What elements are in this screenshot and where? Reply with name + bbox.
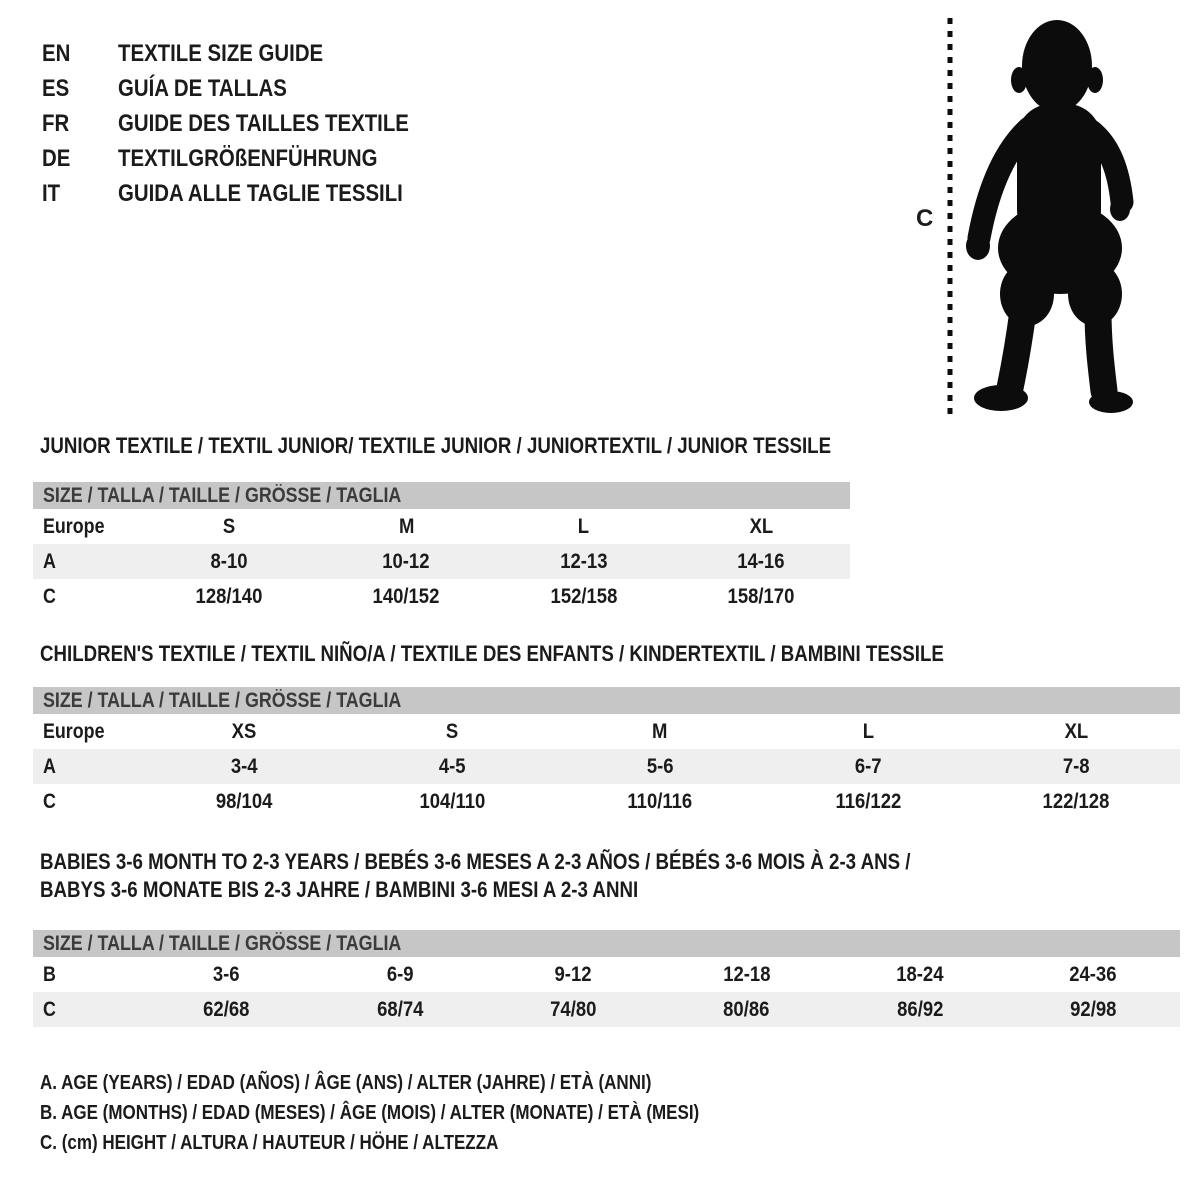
size-cell: L <box>862 719 874 743</box>
language-code: IT <box>42 179 61 207</box>
size-cell: XL <box>1064 719 1088 743</box>
language-row-de <box>42 141 460 176</box>
table-row-height <box>33 992 1180 1027</box>
age-cell: 12-18 <box>723 962 771 986</box>
table-row-age-months <box>33 957 1180 992</box>
height-cell: 104/110 <box>419 789 485 813</box>
age-cell: 5-6 <box>646 754 674 778</box>
language-title-list <box>42 36 460 211</box>
height-cell: 140/152 <box>372 584 440 608</box>
age-cell: 10-12 <box>382 549 430 573</box>
height-cell: 74/80 <box>550 997 597 1021</box>
height-cell: 122/128 <box>1042 789 1110 813</box>
row-label: Europe <box>43 719 105 743</box>
size-header-bar: SIZE / TALLA / TAILLE / GRÖSSE / TAGLIA <box>33 687 1180 714</box>
row-label: A <box>43 549 56 573</box>
height-measure-figure <box>900 0 1200 430</box>
age-cell: 6-9 <box>386 962 414 986</box>
language-title: GUÍA DE TALLAS <box>118 74 287 102</box>
footnote-c: C. (cm) HEIGHT / ALTURA / HAUTEUR / HÖHE / ALTEZZA <box>40 1132 499 1154</box>
row-label: A <box>43 754 56 778</box>
language-title: TEXTILE SIZE GUIDE <box>118 39 324 67</box>
height-cell: 92/98 <box>1070 997 1117 1021</box>
row-label: Europe <box>43 514 105 538</box>
table-row-age <box>33 749 1180 784</box>
table-row-height <box>33 579 850 614</box>
section-title: CHILDREN'S TEXTILE / TEXTIL NIÑO/A / TEXTILE DES ENFANTS / KINDERTEXTIL / BAMBINI TESSILE <box>40 641 944 666</box>
language-title: GUIDA ALLE TAGLIE TESSILI <box>118 179 403 207</box>
height-cell: 86/92 <box>896 997 944 1021</box>
language-code: EN <box>42 39 71 67</box>
footnote-b: B. AGE (MONTHS) / EDAD (MESES) / ÂGE (MOIS) / ALTER (MONATE) / ETÀ (MESI) <box>40 1102 700 1124</box>
size-cell: M <box>652 719 668 743</box>
row-label: C <box>43 997 56 1021</box>
section-title-line2: BABYS 3-6 MONATE BIS 2-3 JAHRE / BAMBINI 3-6 MESI A 2-3 ANNI <box>40 877 639 902</box>
size-cell: S <box>445 719 459 743</box>
language-row-es <box>42 71 460 106</box>
row-label: B <box>43 962 56 986</box>
row-label: C <box>43 584 56 608</box>
age-cell: 9-12 <box>554 962 592 986</box>
size-header-bar: SIZE / TALLA / TAILLE / GRÖSSE / TAGLIA <box>33 930 1180 957</box>
height-cell: 158/170 <box>727 584 795 608</box>
height-cell: 116/122 <box>835 789 901 813</box>
age-cell: 7-8 <box>1062 754 1090 778</box>
height-cell: 152/158 <box>550 584 618 608</box>
section-title-line1: BABIES 3-6 MONTH TO 2-3 YEARS / BEBÉS 3-6 MESES A 2-3 AÑOS / BÉBÉS 3-6 MOIS À 2-3 ANS / <box>40 849 911 874</box>
age-cell: 3-6 <box>213 962 241 986</box>
table-row-europe <box>33 509 850 544</box>
section-babies-textile <box>33 848 1180 1027</box>
age-cell: 18-24 <box>896 962 944 986</box>
size-cell: S <box>222 514 235 538</box>
table-row-height <box>33 784 1180 819</box>
size-cell: M <box>398 514 414 538</box>
language-title: GUIDE DES TAILLES TEXTILE <box>118 109 409 137</box>
section-junior-textile <box>33 435 850 614</box>
size-header-bar: SIZE / TALLA / TAILLE / GRÖSSE / TAGLIA <box>33 482 850 509</box>
size-cell: XL <box>749 514 774 538</box>
age-cell: 14-16 <box>737 549 785 573</box>
age-cell: 6-7 <box>854 754 882 778</box>
size-cell: L <box>578 514 590 538</box>
height-cell: 98/104 <box>215 789 273 813</box>
toddler-silhouette-icon <box>938 12 1148 422</box>
age-cell: 4-5 <box>438 754 466 778</box>
height-cell: 80/86 <box>723 997 770 1021</box>
age-cell: 24-36 <box>1069 962 1117 986</box>
language-code: ES <box>42 74 70 102</box>
language-row-fr <box>42 106 460 141</box>
footnote-a: A. AGE (YEARS) / EDAD (AÑOS) / ÂGE (ANS) / ALTER (JAHRE) / ETÀ (ANNI) <box>40 1072 652 1094</box>
height-cell: 128/140 <box>195 584 263 608</box>
language-code: DE <box>42 144 71 172</box>
row-label: C <box>43 789 56 813</box>
section-title: JUNIOR TEXTILE / TEXTIL JUNIOR/ TEXTILE JUNIOR / JUNIORTEXTIL / JUNIOR TESSILE <box>40 433 832 458</box>
table-row-europe <box>33 714 1180 749</box>
legend-footnotes <box>40 1068 816 1158</box>
language-title: TEXTILGRÖßENFÜHRUNG <box>118 144 378 172</box>
height-cell: 68/74 <box>376 997 424 1021</box>
size-cell: XS <box>231 719 257 743</box>
table-row-age <box>33 544 850 579</box>
section-childrens-textile <box>33 643 1180 819</box>
measure-label-c: C <box>916 205 934 232</box>
age-cell: 8-10 <box>210 549 248 573</box>
age-cell: 3-4 <box>230 754 258 778</box>
height-cell: 110/116 <box>627 789 693 813</box>
language-row-it <box>42 176 460 211</box>
age-cell: 12-13 <box>560 549 608 573</box>
language-row-en <box>42 36 460 71</box>
language-code: FR <box>42 109 70 137</box>
height-cell: 62/68 <box>203 997 250 1021</box>
